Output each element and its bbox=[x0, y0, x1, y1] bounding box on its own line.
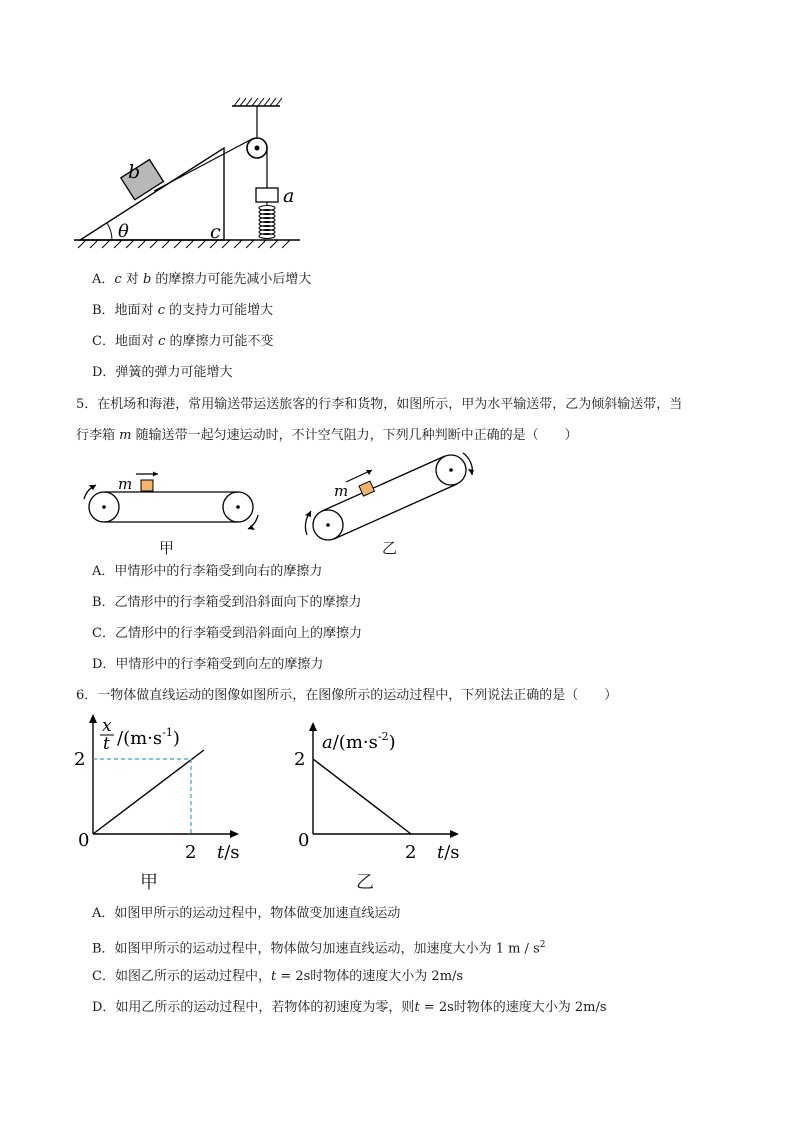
ceiling-hatch bbox=[234, 98, 282, 106]
label-m-inclined: m bbox=[334, 482, 349, 500]
ground-hatch bbox=[78, 240, 290, 248]
label-b: b bbox=[128, 161, 141, 183]
data-line bbox=[313, 759, 411, 834]
conveyor-figure bbox=[74, 445, 484, 560]
q4-option-c[interactable]: C．地面对 c 的摩擦力可能不变 bbox=[92, 334, 274, 349]
q4-option-a[interactable]: A．c 对 b 的摩擦力可能先减小后增大 bbox=[92, 272, 312, 287]
q5-stem-line2: 行李箱 m 随输送带一起匀速运动时，不计空气阻力，下列几种判断中正确的是（ ） bbox=[76, 428, 578, 443]
x-label: t/s bbox=[217, 842, 240, 862]
q6-option-b[interactable]: B．如图甲所示的运动过程中，物体做匀加速直线运动，加速度大小为 1 m / $s^2$ bbox=[92, 940, 546, 957]
spring bbox=[259, 202, 275, 239]
x-label: t/s bbox=[437, 842, 460, 862]
q4-option-b[interactable]: B．地面对 c 的支持力可能增大 bbox=[92, 303, 274, 318]
label-m-horizontal: m bbox=[118, 475, 133, 493]
caption-jia-q5: 甲 bbox=[159, 539, 175, 557]
y-tick-2: 2 bbox=[74, 749, 86, 770]
y-unit: $/(m\cdot s^{-1})$ bbox=[117, 726, 180, 749]
q6-stem: 6．一物体做直线运动的图像如图所示，在图像所示的运动过程中，下列说法正确的是（ ） bbox=[76, 688, 618, 703]
y-den: t bbox=[103, 734, 110, 754]
q5-option-a[interactable]: A．甲情形中的行李箱受到向右的摩擦力 bbox=[92, 564, 323, 579]
x-tick-2: 2 bbox=[405, 842, 417, 862]
origin-0: 0 bbox=[298, 830, 310, 851]
label-c: c bbox=[210, 221, 221, 243]
q5-option-d[interactable]: D．甲情形中的行李箱受到向左的摩擦力 bbox=[92, 657, 324, 672]
y-num: x bbox=[102, 716, 112, 736]
origin-0: 0 bbox=[78, 830, 90, 851]
luggage-horizontal bbox=[141, 480, 153, 491]
graph-yi bbox=[292, 712, 472, 862]
incline-block-c bbox=[80, 148, 224, 240]
label-a: a bbox=[283, 185, 295, 207]
q4-option-d[interactable]: D．弹簧的弹力可能增大 bbox=[92, 365, 233, 380]
horizontal-belt bbox=[84, 485, 258, 529]
q6-option-c[interactable]: C．如图乙所示的运动过程中，t = 2s时物体的速度大小为 2m/s bbox=[92, 969, 464, 984]
x-tick-2: 2 bbox=[185, 842, 197, 862]
block-a bbox=[256, 188, 278, 202]
q6-option-d[interactable]: D．如用乙所示的运动过程中，若物体的初速度为零，则t = 2s时物体的速度大小为 2m/s bbox=[92, 1000, 607, 1015]
y-label: $a/(m\cdot s^{-2})$ bbox=[322, 730, 396, 753]
q5-option-b[interactable]: B．乙情形中的行李箱受到沿斜面向下的摩擦力 bbox=[92, 595, 362, 610]
data-line bbox=[93, 750, 204, 834]
caption-yi-q6: 乙 bbox=[356, 872, 374, 893]
inclined-belt bbox=[305, 453, 472, 540]
q5-stem-line1: 5．在机场和海港，常用输送带运送旅客的行李和货物，如图所示，甲为水平输送带，乙为倾斜输送带，当 bbox=[76, 397, 683, 412]
caption-yi-q5: 乙 bbox=[382, 539, 398, 557]
q6-option-a[interactable]: A．如图甲所示的运动过程中，物体做变加速直线运动 bbox=[92, 906, 401, 921]
y-tick-2: 2 bbox=[294, 749, 306, 770]
graph-jia bbox=[72, 712, 252, 862]
incline-pulley-figure bbox=[70, 92, 310, 252]
caption-jia-q6: 甲 bbox=[140, 872, 158, 893]
label-theta: θ bbox=[118, 221, 129, 242]
q5-option-c[interactable]: C．乙情形中的行李箱受到沿斜面向上的摩擦力 bbox=[92, 626, 362, 641]
